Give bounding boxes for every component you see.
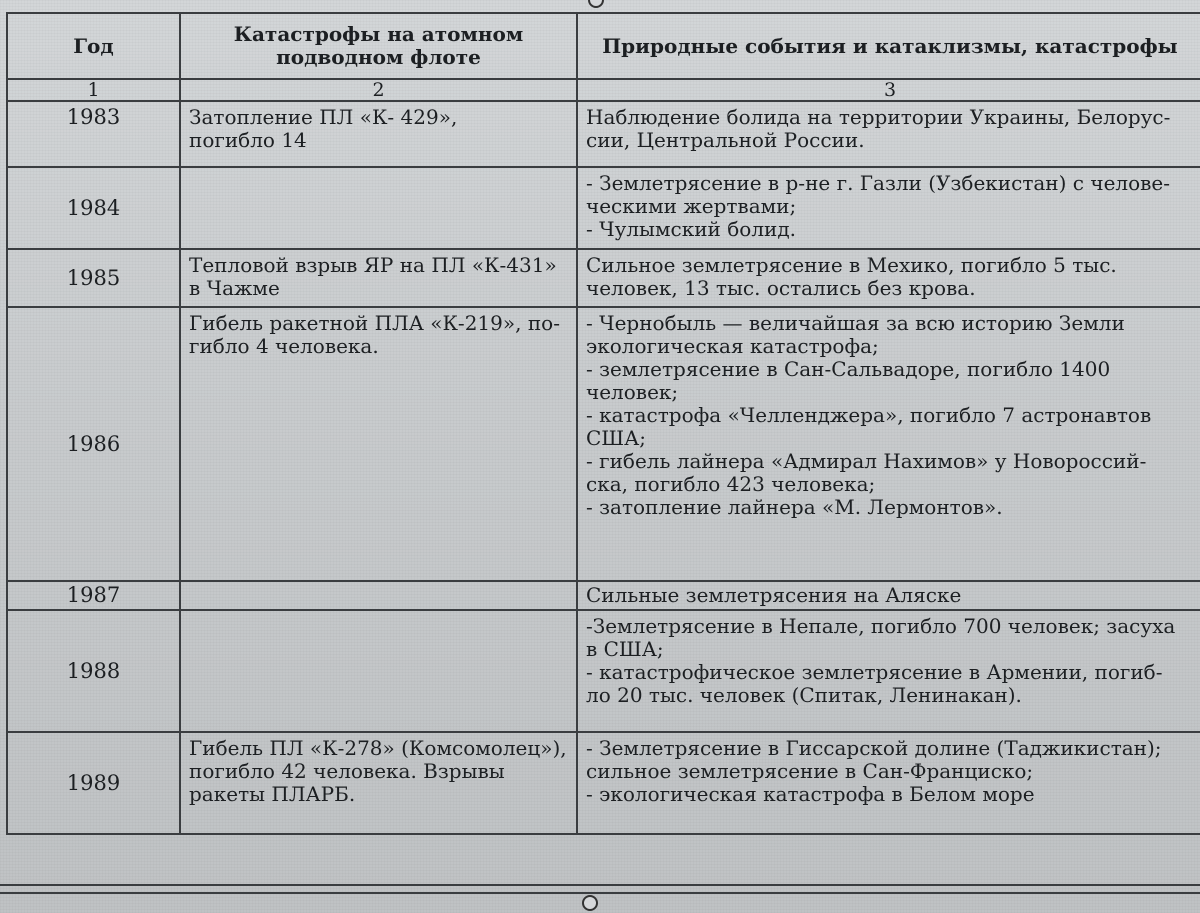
year-cell: 1988 xyxy=(7,610,180,732)
cell-line: гибло 4 человека. xyxy=(189,334,379,358)
cell-line: Сильное землетрясение в Мехико, погибло 5 тыс. xyxy=(586,253,1117,277)
year-cell: 1986 xyxy=(7,307,180,581)
cell-line: Наблюдение болида на территории Украины, Белорус- xyxy=(586,105,1171,129)
cell-line: - Чулымский болид. xyxy=(586,217,797,241)
cell-line: Тепловой взрыв ЯР на ПЛ «К-431» xyxy=(189,253,557,277)
header-submarine-text: Катастрофы на атомном подводном флоте xyxy=(233,22,524,69)
cell-line: Сильные землетрясения на Аляске xyxy=(586,583,962,607)
cell-line: экологическая катастрофа; xyxy=(586,334,879,358)
cell-line: человек; xyxy=(586,380,679,404)
cell-line: Гибель ракетной ПЛА «К-219», по- xyxy=(189,311,560,335)
events-table xyxy=(6,12,1200,835)
submarine-cell xyxy=(180,610,577,732)
nature-cell xyxy=(577,581,1200,610)
cell-line: ло 20 тыс. человек (Спитак, Ленинакан). xyxy=(586,683,1022,707)
table-row xyxy=(7,581,1200,610)
nature-cell xyxy=(577,732,1200,834)
nature-cell xyxy=(577,307,1200,581)
table-row xyxy=(7,167,1200,249)
column-number-3: 3 xyxy=(577,79,1200,101)
cell-line: в Чажме xyxy=(189,276,280,300)
table-header-row xyxy=(7,13,1200,79)
cell-line: - катастрофическое землетрясение в Армении, погиб- xyxy=(586,660,1163,684)
cell-line: человек, 13 тыс. остались без крова. xyxy=(586,276,976,300)
header-year: Год xyxy=(7,13,180,79)
header-nature-text: Природные события и катаклизмы, катастрофы xyxy=(602,33,1178,58)
nature-cell xyxy=(577,101,1200,167)
cell-line: - Чернобыль — величайшая за всю историю Земли xyxy=(586,311,1125,335)
cell-line: - затопление лайнера «М. Лермонтов». xyxy=(586,495,1003,519)
table-row xyxy=(7,610,1200,732)
header-submarine xyxy=(180,13,577,79)
submarine-cell xyxy=(180,732,577,834)
cell-line: Гибель ПЛ «К-278» (Комсомолец»), xyxy=(189,736,567,760)
submarine-cell xyxy=(180,167,577,249)
cell-line: ческими жертвами; xyxy=(586,194,797,218)
cell-line: сильное землетрясение в Сан-Франциско; xyxy=(586,759,1034,783)
submarine-cell xyxy=(180,249,577,307)
submarine-cell xyxy=(180,581,577,610)
cell-line: Затопление ПЛ «К- 429», xyxy=(189,105,458,129)
year-cell: 1985 xyxy=(7,249,180,307)
cell-line: погибло 14 xyxy=(189,128,307,152)
nature-cell xyxy=(577,610,1200,732)
table-row xyxy=(7,307,1200,581)
cell-line: - катастрофа «Челленджера», погибло 7 астронавтов xyxy=(586,403,1152,427)
cell-line: в США; xyxy=(586,637,664,661)
header-nature xyxy=(577,13,1200,79)
cell-line: - гибель лайнера «Адмирал Нахимов» у Новороссий- xyxy=(586,449,1147,473)
nature-cell xyxy=(577,167,1200,249)
cell-line: сии, Центральной России. xyxy=(586,128,865,152)
column-number-2: 2 xyxy=(180,79,577,101)
column-number-row xyxy=(7,79,1200,101)
cell-line: -Землетрясение в Непале, погибло 700 человек; засуха xyxy=(586,614,1176,638)
cell-line: - Землетрясение в Гиссарской долине (Таджикистан); xyxy=(586,736,1162,760)
year-cell: 1987 xyxy=(7,581,180,610)
cell-line: - экологическая катастрофа в Белом море xyxy=(586,782,1035,806)
cell-line: погибло 42 человека. Взрывы xyxy=(189,759,505,783)
year-cell: 1989 xyxy=(7,732,180,834)
nature-cell xyxy=(577,249,1200,307)
resize-handle-top[interactable] xyxy=(588,0,604,8)
year-cell: 1984 xyxy=(7,167,180,249)
cell-line: - Землетрясение в р-не г. Газли (Узбекистан) с челове- xyxy=(586,171,1171,195)
table-bottom-border xyxy=(0,884,1200,894)
submarine-cell xyxy=(180,101,577,167)
column-number-1: 1 xyxy=(7,79,180,101)
cell-line: - землетрясение в Сан-Сальвадоре, погибло 1400 xyxy=(586,357,1111,381)
cell-line: ска, погибло 423 человека; xyxy=(586,472,876,496)
cell-line: США; xyxy=(586,426,647,450)
table-row xyxy=(7,249,1200,307)
year-cell: 1983 xyxy=(7,101,180,167)
table-row xyxy=(7,101,1200,167)
submarine-cell xyxy=(180,307,577,581)
table-row xyxy=(7,732,1200,834)
resize-handle-bottom[interactable] xyxy=(582,895,598,911)
cell-line: ракеты ПЛАРБ. xyxy=(189,782,356,806)
